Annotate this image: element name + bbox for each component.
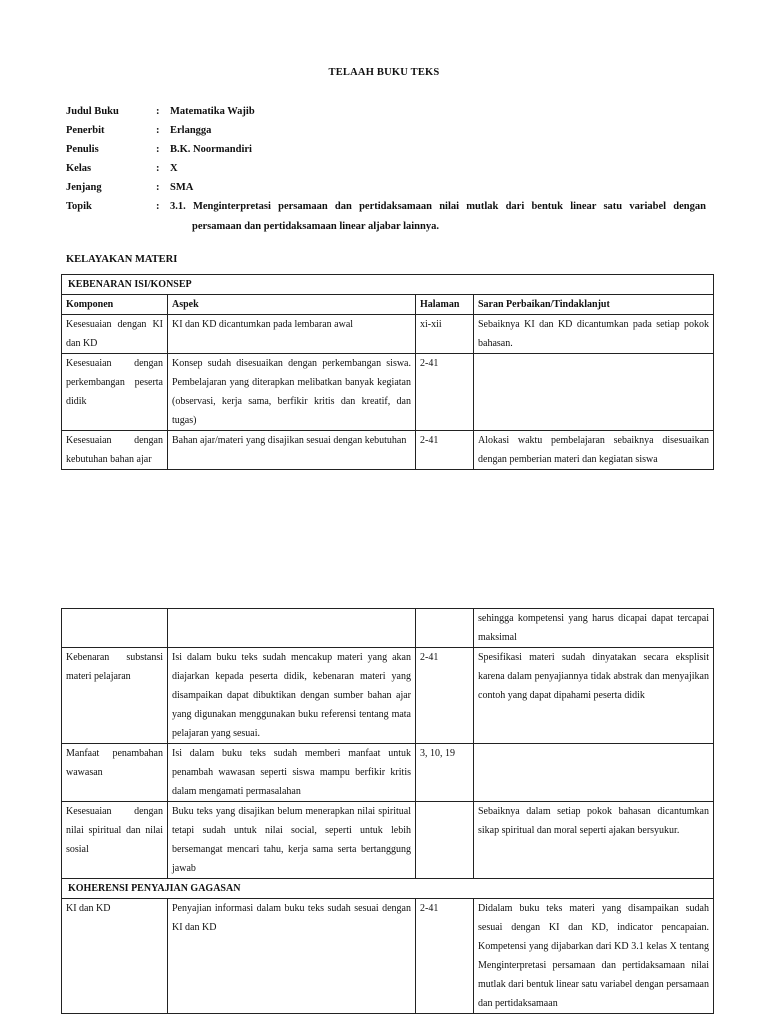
table-cell: Sebaiknya KI dan KD dicantumkan pada setiap pokok bahasan.	[474, 315, 714, 354]
table-cell: Buku teks yang disajikan belum menerapkan nilai spiritual tetapi sudah untuk nilai social, seperti untuk lebih bersemangat mencari tahu, kerja sama serta bertanggung jawab	[168, 802, 416, 879]
table-cell: KI dan KD	[62, 899, 168, 1014]
table-cell	[474, 431, 714, 470]
meta-label: Kelas	[66, 163, 92, 174]
meta-row-penerbit	[66, 121, 706, 140]
table-cell: Kebenaran substansi materi pelajaran	[62, 648, 168, 744]
table-section-row	[62, 879, 714, 899]
meta-colon: :	[156, 201, 160, 212]
meta-label: Jenjang	[66, 182, 102, 193]
table-cell: Kesesuaian dengan KI dan KD	[62, 315, 168, 354]
meta-value: Erlangga	[170, 125, 212, 136]
table-cell: Isi dalam buku teks sudah memberi manfaat untuk penambah wawasan seperti siswa mampu berfikir kritis dalam mengamati permasalahan	[168, 744, 416, 802]
meta-value: X	[170, 163, 178, 174]
table-cell: Isi dalam buku teks sudah mencakup materi yang akan diajarkan kepada peserta didik, kebenaran materi yang disampaikan dapat dibuktikan dengan sumber bahan ajar yang digunakan menggunakan buku referensi tentang mata pelajaran yang sesuai.	[168, 648, 416, 744]
column-header: Halaman	[416, 295, 474, 315]
meta-value: Matematika Wajib	[170, 106, 255, 117]
meta-colon: :	[156, 144, 160, 155]
section-title: KELAYAKAN MATERI	[66, 254, 178, 265]
page-title: TELAAH BUKU TEKS	[328, 67, 440, 78]
meta-colon: :	[156, 125, 160, 136]
table-cell: 2-41	[416, 648, 474, 744]
table-cell: xi-xii	[416, 315, 474, 354]
column-header: Komponen	[62, 295, 168, 315]
table-row-continued	[62, 609, 714, 648]
table-cell	[62, 609, 168, 648]
meta-row-penulis	[66, 140, 706, 159]
document-metadata	[66, 102, 706, 237]
table-cell: 2-41	[416, 431, 474, 470]
topic-line-1: 3.1. Menginterpretasi persamaan dan pertidaksamaan nilai mutlak dari bentuk linear satu variabel dengan	[170, 201, 706, 212]
table-cell: Penyajian informasi dalam buku teks sudah sesuai dengan KI dan KD	[168, 899, 416, 1014]
cell-text-clipped: Alokasi waktu pembelajaran sebaiknya disesuaikan dengan pemberian materi dan kegiatan siswa	[478, 435, 710, 465]
table-cell	[416, 609, 474, 648]
meta-value: SMA	[170, 182, 194, 193]
table-row	[62, 315, 714, 354]
table-cell: Kesesuaian dengan perkembangan peserta didik	[62, 354, 168, 431]
table-row	[62, 431, 714, 470]
table-row	[62, 802, 714, 879]
meta-value: B.K. Noormandiri	[170, 144, 252, 155]
table-cell: Didalam buku teks materi yang disampaikan sudah sesuai dengan KI dan KD, indicator pencapaian. Kompetensi yang dijabarkan dari KD 3.1 kelas X tentang Menginterpretasi persamaan dan pertidaksamaan nilai mutlak dari bentuk linear satu variabel dengan persamaan dan pertidaksamaan	[474, 899, 714, 1014]
meta-row-kelas	[66, 159, 706, 178]
meta-row-topik	[66, 197, 706, 237]
table-row	[62, 354, 714, 431]
table-row	[62, 899, 714, 1014]
table-cell: Kesesuaian dengan kebutuhan bahan ajar	[62, 431, 168, 470]
meta-row-jenjang	[66, 178, 706, 197]
meta-label: Penulis	[66, 144, 99, 155]
table-cell	[474, 354, 714, 431]
section-header: KEBENARAN ISI/KONSEP	[62, 275, 714, 295]
table-cell: KI dan KD dicantumkan pada lembaran awal	[168, 315, 416, 354]
table-cell	[474, 744, 714, 802]
review-table-part-1	[61, 274, 714, 470]
section-header: KOHERENSI PENYAJIAN GAGASAN	[62, 879, 714, 899]
table-cell: 2-41	[416, 899, 474, 1014]
column-header: Aspek	[168, 295, 416, 315]
table-row	[62, 744, 714, 802]
meta-label: Penerbit	[66, 125, 105, 136]
table-section-row	[62, 275, 714, 295]
table-cell	[168, 609, 416, 648]
table-header-row	[62, 295, 714, 315]
meta-row-judul	[66, 102, 706, 121]
meta-colon: :	[156, 163, 160, 174]
table-cell: Spesifikasi materi sudah dinyatakan secara eksplisit karena dalam penyajiannya tidak abstrak dan menyajikan contoh yang dapat dipahami peserta didik	[474, 648, 714, 744]
meta-colon: :	[156, 182, 160, 193]
meta-value-topic	[170, 197, 706, 237]
table-cell: Sebaiknya dalam setiap pokok bahasan dicantumkan sikap spiritual dan moral seperti ajakan bersyukur.	[474, 802, 714, 879]
meta-label: Topik	[66, 201, 92, 212]
table-cell: 3, 10, 19	[416, 744, 474, 802]
review-table-part-2	[61, 608, 714, 1014]
table-cell: 2-41	[416, 354, 474, 431]
table-cell: Bahan ajar/materi yang disajikan sesuai dengan kebutuhan	[168, 431, 416, 470]
column-header: Saran Perbaikan/Tindaklanjut	[474, 295, 714, 315]
table-cell: Konsep sudah disesuaikan dengan perkembangan siswa. Pembelajaran yang diterapkan melibatkan banyak kegiatan (observasi, kerja sama, berfikir kritis dan kreatif, dan tugas)	[168, 354, 416, 431]
table-row	[62, 648, 714, 744]
meta-colon: :	[156, 106, 160, 117]
topic-line-2: persamaan dan pertidaksamaan linear aljabar lainnya.	[192, 221, 439, 232]
table-cell	[416, 802, 474, 879]
table-cell: Manfaat penambahan wawasan	[62, 744, 168, 802]
table-cell: sehingga kompetensi yang harus dicapai dapat tercapai maksimal	[474, 609, 714, 648]
table-cell: Kesesuaian dengan nilai spiritual dan nilai sosial	[62, 802, 168, 879]
meta-label: Judul Buku	[66, 106, 119, 117]
